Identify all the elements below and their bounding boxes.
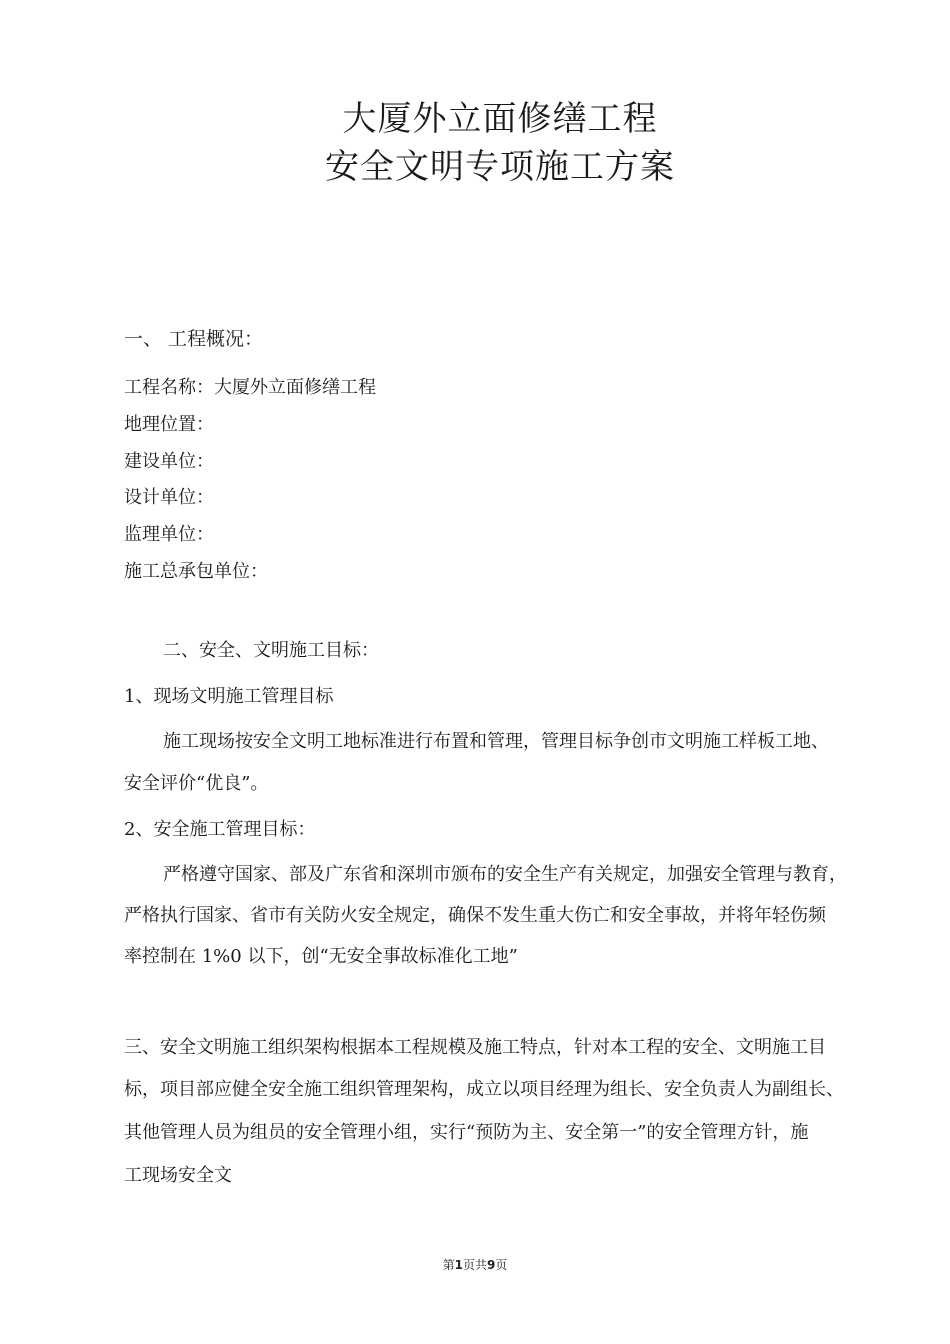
- supervisor-row: 监理单位：: [124, 524, 214, 545]
- section2-sub2-paragraph-line1: 严格遵守国家、部及广东省和深圳市颁布的安全生产有关规定，加强安全管理与教育，: [163, 864, 847, 885]
- page-footer: [0, 1256, 950, 1273]
- section2-sub2-paragraph-line3: 率控制在 1%0 以下，创“无安全事故标准化工地”: [124, 946, 518, 967]
- section2-sub2-heading: 2、安全施工管理目标：: [124, 819, 316, 840]
- general-contractor-row: 施工总承包单位：: [124, 561, 268, 582]
- location-row: 地理位置：: [124, 414, 214, 435]
- footer-current-page: 1: [454, 1258, 463, 1272]
- document-title-line2: 安全文明专项施工方案: [325, 147, 675, 187]
- footer-suffix: 页: [495, 1258, 508, 1272]
- section2-sub2-paragraph-line2: 严格执行国家、省市有关防火安全规定，确保不发生重大伤亡和安全事故，并将年轻伤频: [124, 905, 826, 926]
- section3-paragraph-line3: 其他管理人员为组员的安全管理小组，实行“预防为主、安全第一”的安全管理方针，施: [124, 1122, 809, 1143]
- section3-paragraph-line1: 三、安全文明施工组织架构根据本工程规模及施工特点，针对本工程的安全、文明施工目: [124, 1037, 826, 1058]
- section3-paragraph-line2: 标，项目部应健全安全施工组织管理架构，成立以项目经理为组长、安全负责人为副组长、: [124, 1079, 844, 1100]
- designer-row: 设计单位：: [124, 487, 214, 508]
- owner-row: 建设单位：: [124, 451, 214, 472]
- section2-sub1-paragraph-line1: 施工现场按安全文明工地标准进行布置和管理，管理目标争创市文明施工样板工地、: [163, 731, 829, 752]
- footer-total-pages: 9: [487, 1258, 496, 1272]
- project-name-row: 工程名称：大厦外立面修缮工程: [124, 377, 376, 398]
- document-title-line1: 大厦外立面修缮工程: [342, 99, 658, 139]
- footer-middle: 页共: [462, 1258, 487, 1272]
- footer-prefix: 第: [442, 1258, 455, 1272]
- section2-sub1-heading: 1、现场文明施工管理目标: [124, 686, 334, 707]
- section2-heading: 二、安全、文明施工目标：: [163, 640, 379, 661]
- section3-paragraph-line4: 工现场安全文: [124, 1165, 232, 1186]
- section1-heading: 一、 工程概况：: [124, 328, 264, 350]
- section2-sub1-paragraph-line2: 安全评价“优良”。: [124, 773, 269, 794]
